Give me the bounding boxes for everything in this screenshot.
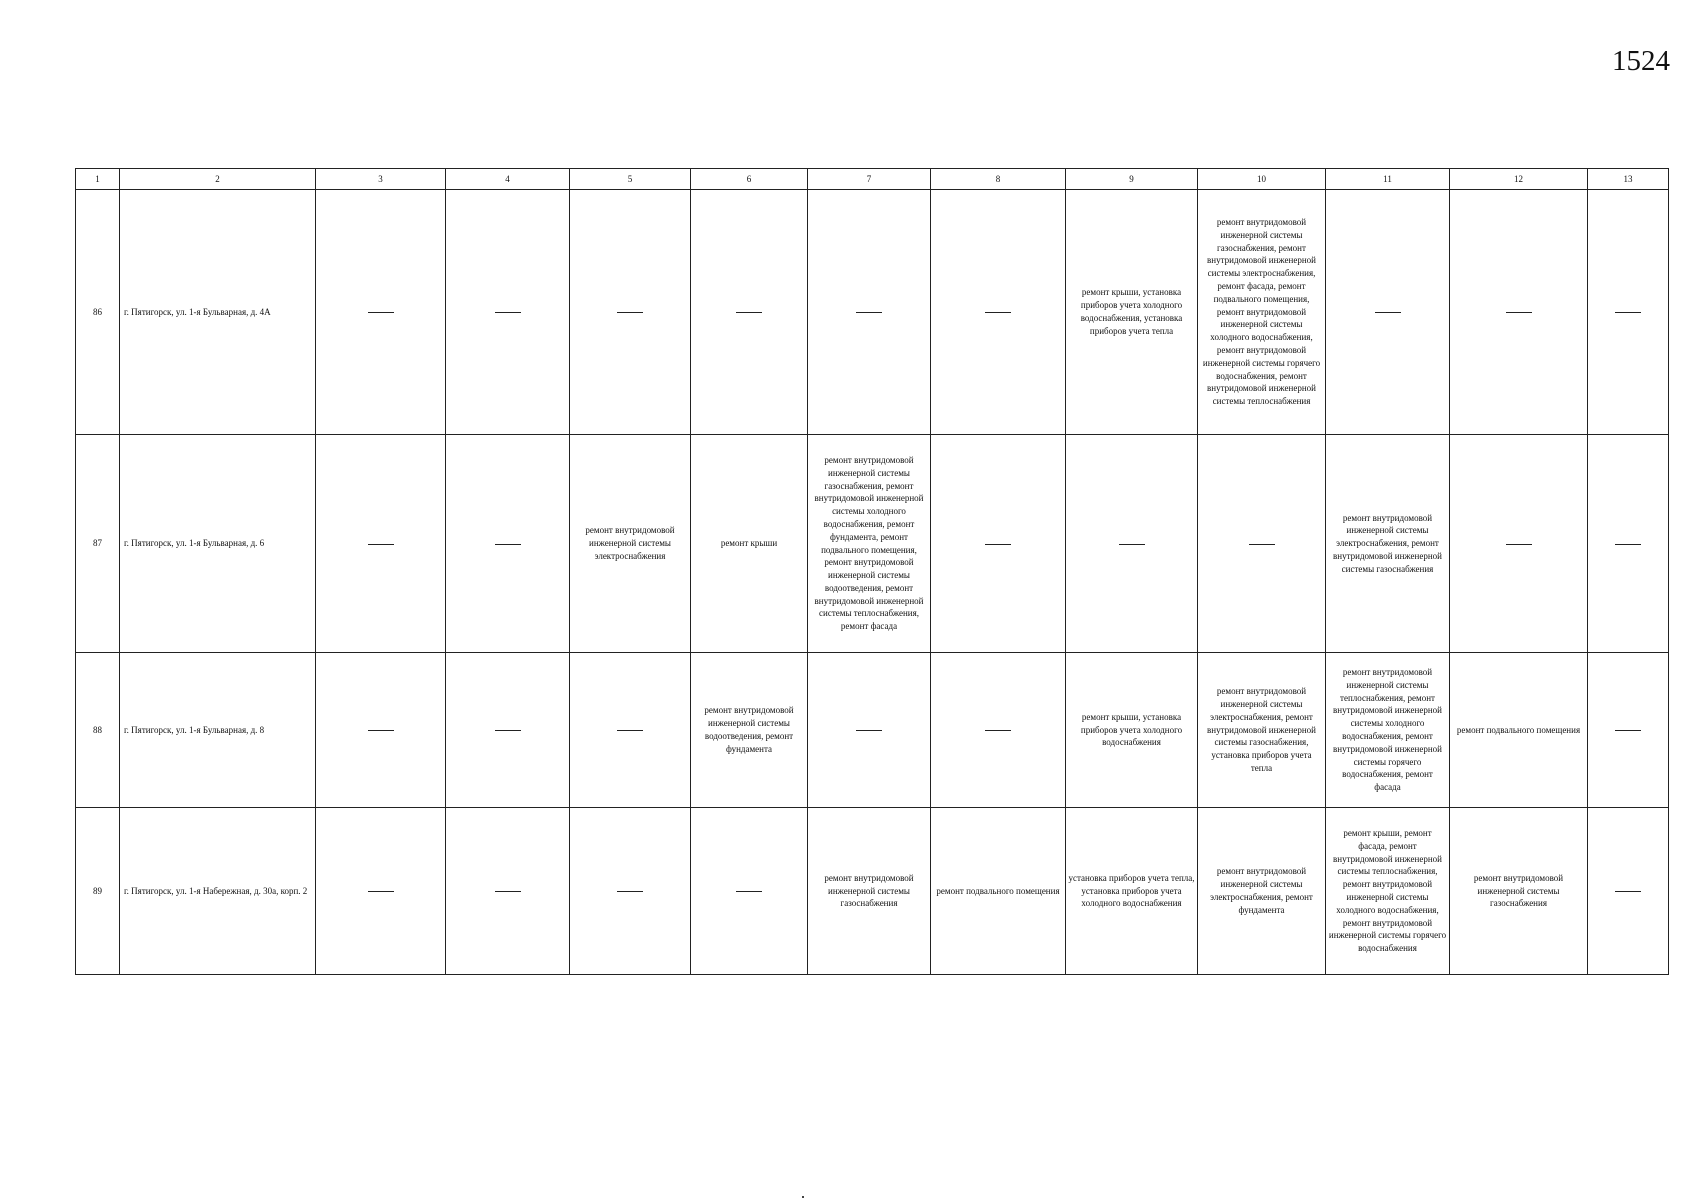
column-header: 1 xyxy=(76,169,120,190)
work-cell: установка приборов учета тепла, установка приборов учета холодного водоснабжения xyxy=(1066,808,1198,975)
row-number: 87 xyxy=(76,435,120,653)
table-row xyxy=(76,808,1669,975)
work-schedule-table xyxy=(75,168,1669,975)
column-header: 9 xyxy=(1066,169,1198,190)
scan-speck xyxy=(802,1196,804,1198)
work-cell: ремонт внутридомовой инженерной системы электроснабжения, ремонт фундамента xyxy=(1198,808,1326,975)
dash-mark xyxy=(617,891,643,892)
column-header: 4 xyxy=(446,169,570,190)
column-header: 5 xyxy=(570,169,691,190)
dash-mark xyxy=(856,730,882,731)
empty-cell xyxy=(1588,653,1669,808)
dash-mark xyxy=(495,891,521,892)
work-cell: ремонт внутридомовой инженерной системы газоснабжения xyxy=(808,808,931,975)
column-header: 6 xyxy=(691,169,808,190)
dash-mark xyxy=(856,312,882,313)
work-cell: ремонт внутридомовой инженерной системы теплоснабжения, ремонт внутридомовой инженерной системы холодного водоснабжения, ремонт внутридомовой инженерной системы горячего водоснабжения, ремонт фасада xyxy=(1326,653,1450,808)
work-cell: ремонт крыши xyxy=(691,435,808,653)
column-header: 7 xyxy=(808,169,931,190)
dash-mark xyxy=(736,891,762,892)
dash-mark xyxy=(1506,312,1532,313)
empty-cell xyxy=(446,190,570,435)
dash-mark xyxy=(368,891,394,892)
column-header: 11 xyxy=(1326,169,1450,190)
dash-mark xyxy=(1375,312,1401,313)
table-row xyxy=(76,653,1669,808)
work-cell: ремонт внутридомовой инженерной системы водоотведения, ремонт фундамента xyxy=(691,653,808,808)
address-cell: г. Пятигорск, ул. 1-я Набережная, д. 30а, корп. 2 xyxy=(120,808,316,975)
empty-cell xyxy=(316,190,446,435)
empty-cell xyxy=(1198,435,1326,653)
work-cell: ремонт внутридомовой инженерной системы электроснабжения, ремонт внутридомовой инженерной системы газоснабжения, установка приборов учета тепла xyxy=(1198,653,1326,808)
dash-mark xyxy=(985,730,1011,731)
column-header: 12 xyxy=(1450,169,1588,190)
empty-cell xyxy=(808,190,931,435)
empty-cell xyxy=(808,653,931,808)
dash-mark xyxy=(1615,544,1641,545)
empty-cell xyxy=(570,653,691,808)
empty-cell xyxy=(691,190,808,435)
empty-cell xyxy=(316,435,446,653)
dash-mark xyxy=(617,730,643,731)
dash-mark xyxy=(985,544,1011,545)
column-header: 8 xyxy=(931,169,1066,190)
empty-cell xyxy=(1588,190,1669,435)
column-header: 10 xyxy=(1198,169,1326,190)
dash-mark xyxy=(736,312,762,313)
empty-cell xyxy=(1326,190,1450,435)
empty-cell xyxy=(1450,190,1588,435)
work-cell: ремонт подвального помещения xyxy=(931,808,1066,975)
empty-cell xyxy=(691,808,808,975)
column-header: 2 xyxy=(120,169,316,190)
empty-cell xyxy=(931,435,1066,653)
work-cell: ремонт крыши, установка приборов учета холодного водоснабжения xyxy=(1066,653,1198,808)
address-cell: г. Пятигорск, ул. 1-я Бульварная, д. 8 xyxy=(120,653,316,808)
row-number: 86 xyxy=(76,190,120,435)
empty-cell xyxy=(570,808,691,975)
address-cell: г. Пятигорск, ул. 1-я Бульварная, д. 4А xyxy=(120,190,316,435)
table-row xyxy=(76,435,1669,653)
empty-cell xyxy=(570,190,691,435)
dash-mark xyxy=(1615,730,1641,731)
dash-mark xyxy=(368,730,394,731)
empty-cell xyxy=(931,653,1066,808)
empty-cell xyxy=(316,653,446,808)
row-number: 89 xyxy=(76,808,120,975)
work-cell: ремонт внутридомовой инженерной системы газоснабжения, ремонт внутридомовой инженерной системы электроснабжения, ремонт фасада, ремонт подвального помещения, ремонт внутридомовой инженерной системы холодного водоснабжения, ремонт внутридомовой инженерной системы горячего водоснабжения, ремонт внутридомовой инженерной системы теплоснабжения xyxy=(1198,190,1326,435)
empty-cell xyxy=(1450,435,1588,653)
column-header: 3 xyxy=(316,169,446,190)
work-cell: ремонт внутридомовой инженерной системы электроснабжения xyxy=(570,435,691,653)
dash-mark xyxy=(985,312,1011,313)
page-number: 1524 xyxy=(1612,45,1670,77)
empty-cell xyxy=(446,653,570,808)
dash-mark xyxy=(368,312,394,313)
dash-mark xyxy=(495,544,521,545)
empty-cell xyxy=(1066,435,1198,653)
empty-cell xyxy=(446,435,570,653)
row-number: 88 xyxy=(76,653,120,808)
dash-mark xyxy=(1615,891,1641,892)
empty-cell xyxy=(446,808,570,975)
column-number-row xyxy=(76,169,1669,190)
dash-mark xyxy=(368,544,394,545)
dash-mark xyxy=(495,312,521,313)
column-header: 13 xyxy=(1588,169,1669,190)
dash-mark xyxy=(1249,544,1275,545)
work-cell: ремонт крыши, установка приборов учета холодного водоснабжения, установка приборов учета тепла xyxy=(1066,190,1198,435)
address-cell: г. Пятигорск, ул. 1-я Бульварная, д. 6 xyxy=(120,435,316,653)
dash-mark xyxy=(1615,312,1641,313)
work-cell: ремонт крыши, ремонт фасада, ремонт внутридомовой инженерной системы теплоснабжения, ремонт внутридомовой инженерной системы холодного водоснабжения, ремонт внутридомовой инженерной системы горячего водоснабжения xyxy=(1326,808,1450,975)
dash-mark xyxy=(1119,544,1145,545)
work-cell: ремонт внутридомовой инженерной системы газоснабжения, ремонт внутридомовой инженерной системы холодного водоснабжения, ремонт фундамента, ремонт подвального помещения, ремонт внутридомовой инженерной системы водоотведения, ремонт внутридомовой инженерной системы теплоснабжения, ремонт фасада xyxy=(808,435,931,653)
table-row xyxy=(76,190,1669,435)
work-cell: ремонт подвального помещения xyxy=(1450,653,1588,808)
work-cell: ремонт внутридомовой инженерной системы электроснабжения, ремонт внутридомовой инженерной системы газоснабжения xyxy=(1326,435,1450,653)
empty-cell xyxy=(1588,435,1669,653)
dash-mark xyxy=(495,730,521,731)
work-cell: ремонт внутридомовой инженерной системы газоснабжения xyxy=(1450,808,1588,975)
empty-cell xyxy=(316,808,446,975)
dash-mark xyxy=(1506,544,1532,545)
empty-cell xyxy=(1588,808,1669,975)
empty-cell xyxy=(931,190,1066,435)
dash-mark xyxy=(617,312,643,313)
